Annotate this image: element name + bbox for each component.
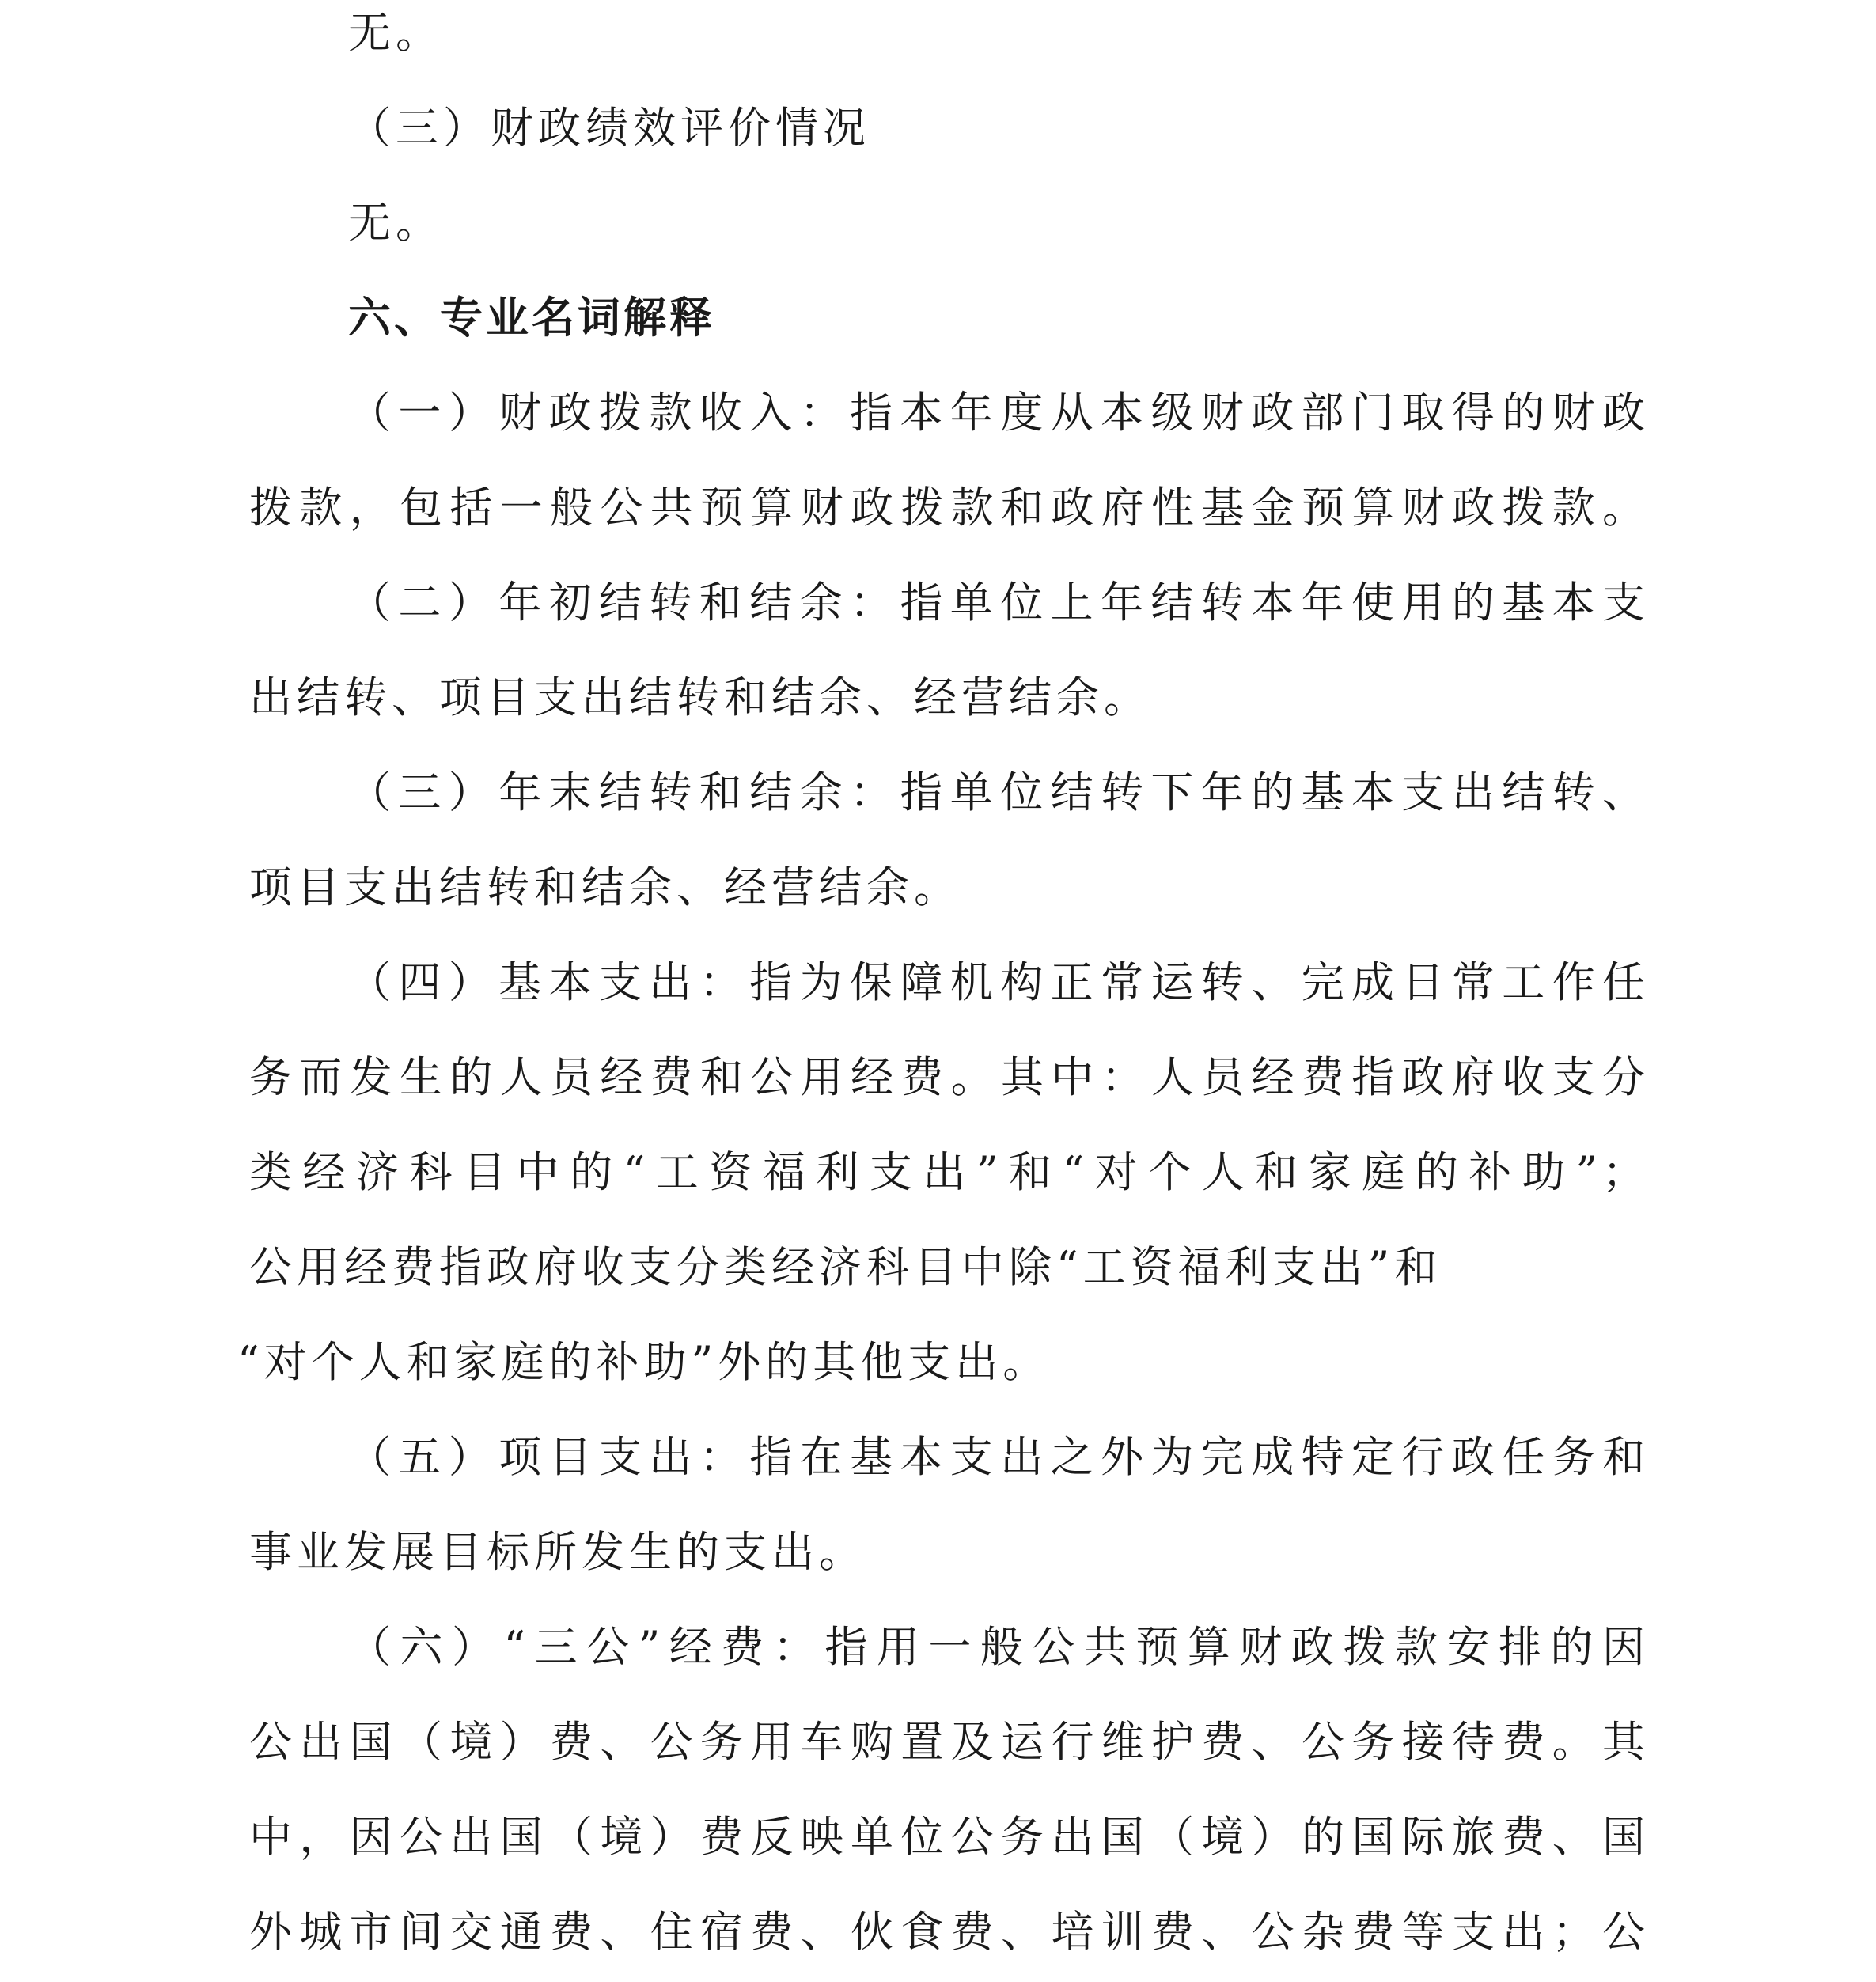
glossary-item-6-line-3: 中，因公出国（境）费反映单位公务出国（境）的国际旅费、国: [249, 1812, 1650, 1862]
glossary-item-6-line-4: 外城市间交通费、住宿费、伙食费、培训费、公杂费等支出；公: [249, 1907, 1650, 1957]
glossary-item-4-line-5: “对个人和家庭的补助”外的其他支出。: [237, 1337, 1051, 1387]
glossary-item-5-line-2: 事业发展目标所发生的支出。: [249, 1527, 866, 1577]
glossary-item-4-line-1: （四）基本支出：指为保障机构正常运转、完成日常工作任: [348, 957, 1650, 1007]
glossary-item-6-line-2: 公出国（境）费、公务用车购置及运行维护费、公务接待费。其: [249, 1717, 1650, 1767]
glossary-item-2-line-1: （二）年初结转和结余：指单位上年结转本年使用的基本支: [348, 578, 1650, 627]
section-heading-glossary: 六、专业名词解释: [348, 293, 715, 343]
glossary-item-1-line-2: 拨款，包括一般公共预算财政拨款和政府性基金预算财政拨款。: [249, 483, 1650, 532]
paragraph-none-1: 无。: [348, 8, 443, 58]
subheading-performance-evaluation: （三）财政绩效评价情况: [348, 103, 870, 153]
glossary-item-3-line-2: 项目支出结转和结余、经营结余。: [249, 862, 961, 912]
glossary-item-4-line-4: 公用经费指政府收支分类经济科目中除“工资福利支出”和: [249, 1242, 1442, 1292]
glossary-item-3-line-1: （三）年末结转和结余：指单位结转下年的基本支出结转、: [348, 767, 1650, 817]
glossary-item-2-line-2: 出结转、项目支出结转和结余、经营结余。: [249, 673, 1151, 722]
paragraph-none-2: 无。: [348, 198, 443, 248]
glossary-item-6-line-1: （六）“三公”经费：指用一般公共预算财政拨款安排的因: [348, 1622, 1650, 1672]
glossary-item-1-line-1: （一）财政拨款收入：指本年度从本级财政部门取得的财政: [348, 388, 1650, 438]
glossary-item-5-line-1: （五）项目支出：指在基本支出之外为完成特定行政任务和: [348, 1432, 1650, 1482]
glossary-item-4-line-2: 务而发生的人员经费和公用经费。其中：人员经费指政府收支分: [249, 1052, 1650, 1102]
glossary-item-4-line-3: 类经济科目中的“工资福利支出”和“对个人和家庭的补助”；: [249, 1147, 1650, 1197]
